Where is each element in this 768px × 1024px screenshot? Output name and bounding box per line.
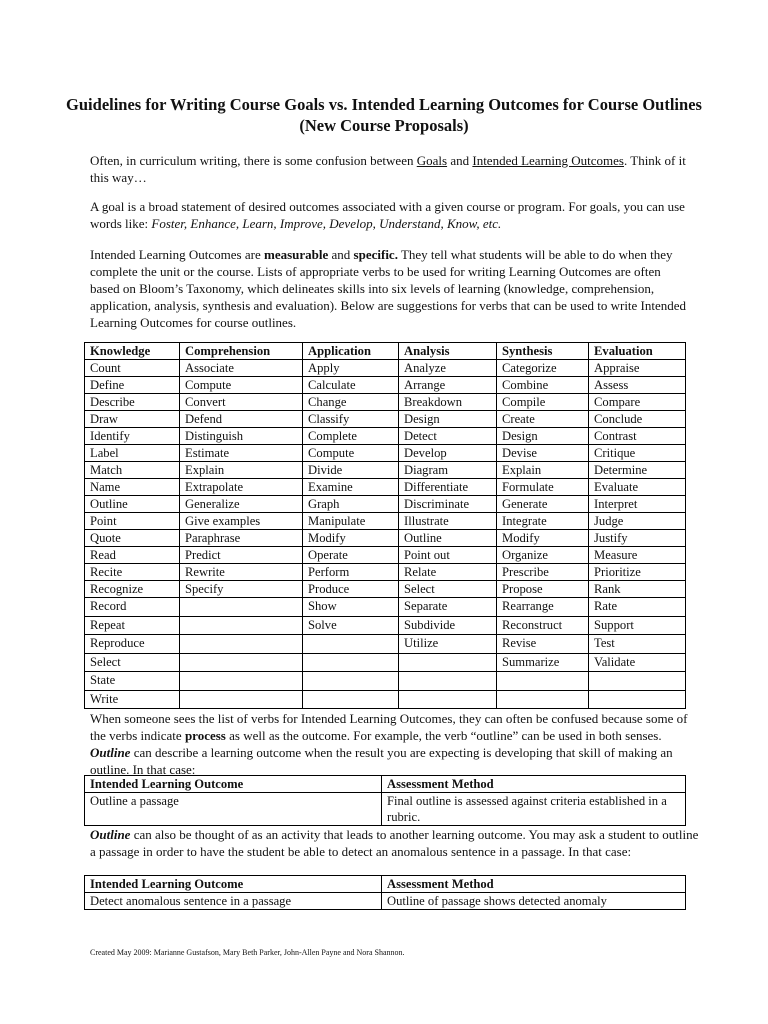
- process-text-3: can describe a learning outcome when the result you are expecting is developing that skill of making an outline. In that case:: [90, 745, 673, 777]
- verb-cell: [303, 690, 399, 709]
- specific-term: specific.: [353, 247, 398, 262]
- verb-cell: Rate: [589, 598, 686, 617]
- col-header-synthesis: Synthesis: [497, 343, 589, 360]
- verb-cell: [497, 672, 589, 691]
- verb-cell: Defend: [180, 411, 303, 428]
- outline-term: Outline: [90, 745, 131, 760]
- verb-cell: Compile: [497, 394, 589, 411]
- verb-cell: Interpret: [589, 496, 686, 513]
- table-row: [85, 445, 686, 462]
- assessment-method-cell: Outline of passage shows detected anomaly: [382, 893, 686, 910]
- table-row: [85, 479, 686, 496]
- verb-cell: Repeat: [85, 616, 180, 635]
- verb-cell: Utilize: [399, 635, 497, 654]
- verb-cell: Diagram: [399, 462, 497, 479]
- verb-cell: Combine: [497, 377, 589, 394]
- ilo-text-1: Intended Learning Outcomes are: [90, 247, 264, 262]
- verb-cell: Classify: [303, 411, 399, 428]
- verb-cell: Formulate: [497, 479, 589, 496]
- table-row: [85, 411, 686, 428]
- verb-cell: Operate: [303, 547, 399, 564]
- ilo-header: Intended Learning Outcome: [85, 876, 382, 893]
- verb-cell: Illustrate: [399, 513, 497, 530]
- verb-cell: [180, 690, 303, 709]
- verb-cell: [303, 653, 399, 672]
- verb-cell: Recite: [85, 564, 180, 581]
- verb-cell: Point out: [399, 547, 497, 564]
- verb-cell: Reconstruct: [497, 616, 589, 635]
- verb-cell: Design: [497, 428, 589, 445]
- intro-paragraph: [90, 152, 690, 186]
- verb-cell: [399, 672, 497, 691]
- verb-cell: Show: [303, 598, 399, 617]
- verb-cell: [399, 690, 497, 709]
- verb-cell: Compute: [180, 377, 303, 394]
- verb-cell: Evaluate: [589, 479, 686, 496]
- verb-cell: Outline: [399, 530, 497, 547]
- verb-cell: [180, 672, 303, 691]
- verb-cell: [180, 616, 303, 635]
- verb-cell: Reproduce: [85, 635, 180, 654]
- measurable-term: measurable: [263, 247, 329, 262]
- table-row: [85, 672, 686, 691]
- verb-cell: Apply: [303, 360, 399, 377]
- verb-cell: Breakdown: [399, 394, 497, 411]
- verb-cell: Differentiate: [399, 479, 497, 496]
- verb-cell: Measure: [589, 547, 686, 564]
- verb-cell: Match: [85, 462, 180, 479]
- verb-cell: [303, 672, 399, 691]
- table-row: [85, 377, 686, 394]
- verb-cell: Develop: [399, 445, 497, 462]
- verb-cell: [180, 653, 303, 672]
- verb-cell: Specify: [180, 581, 303, 598]
- assessment-table-1-header: [85, 776, 686, 793]
- verb-cell: Devise: [497, 445, 589, 462]
- verb-cell: Assess: [589, 377, 686, 394]
- table-row: [85, 893, 686, 910]
- verb-cell: Create: [497, 411, 589, 428]
- table-row: [85, 616, 686, 635]
- col-header-knowledge: Knowledge: [85, 343, 180, 360]
- verb-cell: Identify: [85, 428, 180, 445]
- assessment-method-cell: Final outline is assessed against criteria established in a rubric.: [382, 793, 686, 826]
- table-row: [85, 547, 686, 564]
- verb-cell: [303, 635, 399, 654]
- verb-cell: Change: [303, 394, 399, 411]
- verb-cell: Detect: [399, 428, 497, 445]
- verb-cell: Extrapolate: [180, 479, 303, 496]
- process-text-1: When someone sees the list of verbs for Intended Learning Outcomes, they can often be confused because some of the verbs indicate: [90, 711, 688, 743]
- table-row: [85, 598, 686, 617]
- verb-cell: Summarize: [497, 653, 589, 672]
- activity-paragraph: [90, 826, 700, 860]
- verb-cell: Divide: [303, 462, 399, 479]
- verb-cell: [180, 598, 303, 617]
- verb-cell: Integrate: [497, 513, 589, 530]
- verb-cell: Categorize: [497, 360, 589, 377]
- verb-cell: Name: [85, 479, 180, 496]
- process-paragraph: [90, 710, 700, 778]
- verb-cell: Discriminate: [399, 496, 497, 513]
- table-row: [85, 564, 686, 581]
- verb-cell: Validate: [589, 653, 686, 672]
- activity-text: can also be thought of as an activity that leads to another learning outcome. You may ask a student to outline a passage in order to have the student be able to detect an anomalous sentence in a passage. In that case:: [90, 827, 699, 859]
- verb-cell: Perform: [303, 564, 399, 581]
- verb-cell: Define: [85, 377, 180, 394]
- col-header-analysis: Analysis: [399, 343, 497, 360]
- verb-cell: [180, 635, 303, 654]
- verb-cell: [589, 672, 686, 691]
- verb-cell: Paraphrase: [180, 530, 303, 547]
- verb-cell: Draw: [85, 411, 180, 428]
- verb-cell: Select: [399, 581, 497, 598]
- verb-cell: Complete: [303, 428, 399, 445]
- verbs-table-body: [85, 360, 686, 709]
- verb-cell: Distinguish: [180, 428, 303, 445]
- verb-cell: [497, 690, 589, 709]
- table-row: [85, 530, 686, 547]
- verbs-table: [84, 342, 686, 709]
- verb-cell: Record: [85, 598, 180, 617]
- verb-cell: Rank: [589, 581, 686, 598]
- process-term: process: [184, 728, 226, 743]
- goal-text: A goal is a broad statement of desired outcomes associated with a given course or program. For goals, you can use words like:: [90, 199, 685, 231]
- verb-cell: Modify: [497, 530, 589, 547]
- verb-cell: Examine: [303, 479, 399, 496]
- table-row: [85, 462, 686, 479]
- col-header-application: Application: [303, 343, 399, 360]
- verb-cell: Outline: [85, 496, 180, 513]
- verb-cell: Produce: [303, 581, 399, 598]
- goal-words: Foster, Enhance, Learn, Improve, Develop, Understand, Know, etc.: [151, 216, 502, 231]
- verb-cell: Revise: [497, 635, 589, 654]
- verb-cell: Rearrange: [497, 598, 589, 617]
- assessment-table-1: [84, 775, 686, 826]
- ilo-term: Intended Learning Outcomes: [472, 153, 624, 168]
- intro-text-1: Often, in curriculum writing, there is some confusion between: [90, 153, 417, 168]
- verb-cell: Relate: [399, 564, 497, 581]
- table-row: [85, 653, 686, 672]
- verb-cell: Judge: [589, 513, 686, 530]
- verb-cell: Modify: [303, 530, 399, 547]
- verb-cell: Rewrite: [180, 564, 303, 581]
- col-header-evaluation: Evaluation: [589, 343, 686, 360]
- intro-and: and: [447, 153, 473, 168]
- verb-cell: Critique: [589, 445, 686, 462]
- verb-cell: Arrange: [399, 377, 497, 394]
- verb-cell: Separate: [399, 598, 497, 617]
- verb-cell: Quote: [85, 530, 180, 547]
- verb-cell: Justify: [589, 530, 686, 547]
- assessment-table-2: [84, 875, 686, 910]
- assessment-method-header: Assessment Method: [382, 876, 686, 893]
- assessment-method-header: Assessment Method: [382, 776, 686, 793]
- verb-cell: Convert: [180, 394, 303, 411]
- footer-credits: Created May 2009: Marianne Gustafson, Mary Beth Parker, John-Allen Payne and Nora Shannon.: [90, 948, 405, 957]
- table-row: [85, 513, 686, 530]
- verb-cell: Propose: [497, 581, 589, 598]
- ilo-paragraph: [90, 246, 690, 331]
- verb-cell: Read: [85, 547, 180, 564]
- verb-cell: Point: [85, 513, 180, 530]
- verb-cell: Calculate: [303, 377, 399, 394]
- verb-cell: Label: [85, 445, 180, 462]
- verb-cell: Conclude: [589, 411, 686, 428]
- verb-cell: State: [85, 672, 180, 691]
- table-row: [85, 394, 686, 411]
- verb-cell: Recognize: [85, 581, 180, 598]
- ilo-header: Intended Learning Outcome: [85, 776, 382, 793]
- verb-cell: Appraise: [589, 360, 686, 377]
- verb-cell: Estimate: [180, 445, 303, 462]
- verb-cell: Associate: [180, 360, 303, 377]
- verb-cell: Organize: [497, 547, 589, 564]
- col-header-comprehension: Comprehension: [180, 343, 303, 360]
- ilo-text-3: They tell what students will be able to do when they complete the unit or the course. Lists of appropriate verbs to be used for writing Learning Outcomes are often based on Bloom’s Taxonomy, which delineates skills into six levels of learning (knowledge, comprehension, application, analysis, synthesis and evaluation). Below are suggestions for verbs that can be used to write Intended Learning Outcomes for course outlines.: [90, 247, 687, 330]
- verb-cell: Graph: [303, 496, 399, 513]
- verb-cell: Design: [399, 411, 497, 428]
- verb-cell: Contrast: [589, 428, 686, 445]
- verb-cell: Subdivide: [399, 616, 497, 635]
- verb-cell: Select: [85, 653, 180, 672]
- table-row: [85, 581, 686, 598]
- page-title: Guidelines for Writing Course Goals vs. Intended Learning Outcomes for Course Outlines (New Course Proposals): [66, 95, 702, 135]
- verb-cell: Analyze: [399, 360, 497, 377]
- ilo-cell: Detect anomalous sentence in a passage: [85, 893, 382, 910]
- verb-cell: Test: [589, 635, 686, 654]
- verb-cell: Compute: [303, 445, 399, 462]
- table-row: [85, 428, 686, 445]
- goal-paragraph: [90, 198, 690, 232]
- verb-cell: Solve: [303, 616, 399, 635]
- table-row: [85, 496, 686, 513]
- goals-term: Goals: [416, 153, 448, 168]
- verbs-header-row: [85, 343, 686, 360]
- verb-cell: Predict: [180, 547, 303, 564]
- verb-cell: Explain: [497, 462, 589, 479]
- verb-cell: Describe: [85, 394, 180, 411]
- table-row: [85, 793, 686, 826]
- assessment-table-2-header: [85, 876, 686, 893]
- verb-cell: Support: [589, 616, 686, 635]
- verb-cell: Give examples: [180, 513, 303, 530]
- verb-cell: Prescribe: [497, 564, 589, 581]
- table-row: [85, 360, 686, 377]
- table-row: [85, 635, 686, 654]
- verb-cell: Determine: [589, 462, 686, 479]
- verb-cell: Prioritize: [589, 564, 686, 581]
- verb-cell: Generate: [497, 496, 589, 513]
- process-text-2: as well as the outcome. For example, the verb “outline” can be used in both senses.: [225, 728, 662, 743]
- verb-cell: Write: [85, 690, 180, 709]
- outline-term-2: Outline: [90, 827, 131, 842]
- verb-cell: Compare: [589, 394, 686, 411]
- table-row: [85, 690, 686, 709]
- verb-cell: Count: [85, 360, 180, 377]
- intro-text-2: . Think of it this way…: [90, 153, 686, 185]
- ilo-text-2: and: [328, 247, 354, 262]
- verb-cell: [399, 653, 497, 672]
- verb-cell: Generalize: [180, 496, 303, 513]
- verb-cell: [589, 690, 686, 709]
- verb-cell: Explain: [180, 462, 303, 479]
- ilo-cell: Outline a passage: [85, 793, 382, 826]
- verb-cell: Manipulate: [303, 513, 399, 530]
